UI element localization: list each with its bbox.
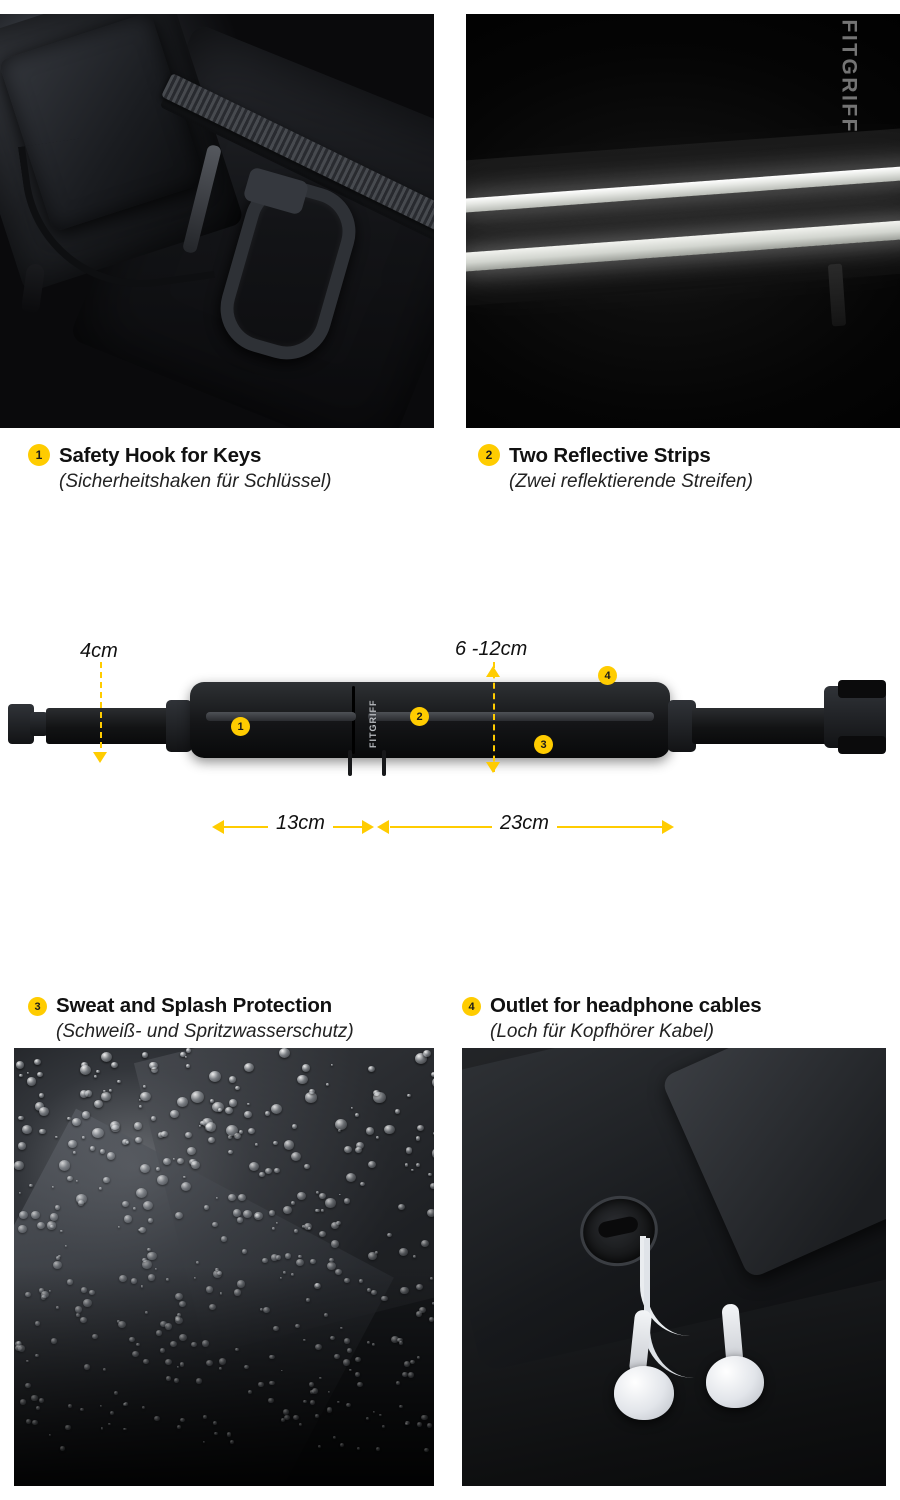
zipper-pull-1	[348, 750, 352, 776]
water-droplet	[303, 1400, 307, 1403]
left-strap	[46, 708, 186, 744]
water-droplet	[80, 1090, 88, 1097]
water-droplet	[194, 1277, 196, 1279]
diagram-callout-1	[231, 717, 250, 736]
water-droplet	[89, 1290, 95, 1295]
diagram-callout-4-label: 4	[598, 666, 617, 685]
water-droplet	[134, 1122, 142, 1129]
water-droplet	[355, 1147, 362, 1153]
earbud-right	[706, 1356, 764, 1408]
water-droplet	[175, 1316, 180, 1320]
dim-line-strap-height	[100, 662, 102, 758]
feature-subtitle-4: (Loch für Kopfhörer Kabel)	[490, 1021, 714, 1042]
water-droplet	[292, 1124, 297, 1129]
water-droplet	[19, 1074, 23, 1077]
water-droplet	[200, 1121, 204, 1125]
water-droplet	[196, 1378, 202, 1383]
dim-arrow-pocket1-right	[362, 820, 374, 834]
water-droplet	[206, 1286, 213, 1292]
water-droplet	[166, 1376, 171, 1380]
photo-safety-hook	[0, 14, 434, 428]
water-droplet	[430, 1183, 434, 1189]
water-droplet	[244, 1111, 251, 1118]
water-droplet	[327, 1407, 333, 1412]
water-droplet	[114, 1391, 118, 1395]
water-droplet	[274, 1168, 280, 1173]
water-droplet	[314, 1283, 321, 1289]
water-droplet	[94, 1075, 97, 1078]
water-droplet	[34, 1059, 41, 1065]
water-droplet	[52, 1186, 54, 1188]
caption-safety-hook	[28, 444, 448, 494]
water-droplet	[67, 1117, 71, 1120]
water-droplet	[268, 1398, 273, 1403]
water-droplet	[142, 1260, 151, 1268]
dim-arrow-strap-down	[93, 752, 107, 763]
water-droplet	[41, 1291, 49, 1298]
water-droplet	[60, 1446, 65, 1450]
water-droplet	[337, 1401, 340, 1403]
diagram-callout-4	[598, 666, 617, 685]
water-droplet	[247, 1103, 250, 1106]
diagram-callout-2-label: 2	[410, 707, 429, 726]
water-droplet	[25, 1383, 31, 1388]
water-droplet	[29, 1184, 32, 1187]
feature-title-4: Outlet for headphone cables	[490, 994, 762, 1017]
dim-label-strap-height: 4cm	[80, 640, 118, 662]
water-droplet	[110, 1411, 114, 1415]
water-droplet	[83, 1299, 92, 1307]
water-droplet	[131, 1278, 137, 1284]
water-droplet	[299, 1423, 303, 1426]
water-droplet	[379, 1414, 381, 1416]
water-droplet	[36, 1406, 40, 1410]
water-droplet	[213, 1421, 218, 1425]
water-droplet	[416, 1136, 421, 1140]
water-droplet	[76, 1180, 78, 1182]
water-droplet	[265, 1111, 270, 1116]
water-droplet	[175, 1212, 183, 1219]
water-droplet	[291, 1273, 294, 1276]
caption-headphone-outlet	[462, 994, 892, 1044]
water-droplet	[432, 1302, 434, 1305]
water-droplet	[80, 1408, 83, 1411]
water-droplet	[111, 1062, 118, 1068]
water-droplet	[405, 1163, 409, 1166]
water-droplet	[206, 1122, 216, 1131]
water-droplet	[67, 1176, 73, 1181]
water-droplet	[372, 1343, 375, 1346]
water-droplet	[269, 1210, 275, 1216]
water-droplet	[368, 1252, 377, 1260]
water-droplet	[302, 1225, 305, 1228]
water-droplet	[396, 1381, 400, 1385]
feature-title-2: Two Reflective Strips	[509, 444, 711, 467]
water-droplet	[347, 1348, 352, 1352]
water-droplet	[340, 1443, 344, 1447]
water-droplet	[237, 1280, 245, 1288]
water-droplet	[156, 1330, 162, 1335]
caption-sweat-protection	[28, 994, 458, 1044]
water-droplet	[143, 1359, 148, 1364]
water-droplet	[22, 1125, 32, 1134]
water-droplet	[238, 1194, 246, 1201]
water-droplet	[310, 1400, 315, 1405]
water-droplet	[255, 1143, 258, 1146]
feature-subtitle-3: (Schweiß- und Spritzwasserschutz)	[56, 1021, 354, 1042]
feature-title-1: Safety Hook for Keys	[59, 444, 262, 467]
water-droplet	[16, 1061, 25, 1069]
water-droplet	[406, 1147, 413, 1153]
water-droplet	[330, 1336, 335, 1340]
water-droplet	[366, 1127, 374, 1135]
water-droplet	[327, 1262, 336, 1271]
water-droplet	[50, 1213, 58, 1221]
water-droplet	[271, 1104, 282, 1114]
water-droplet	[315, 1414, 319, 1417]
dim-arrow-pocket2-right	[662, 820, 674, 834]
water-droplet	[368, 1066, 375, 1072]
water-droplet	[101, 1052, 112, 1062]
brand-logo: FITGRIFF	[837, 19, 860, 134]
water-droplet	[333, 1436, 336, 1439]
water-droplet	[154, 1416, 159, 1421]
feature-title-3: Sweat and Splash Protection	[56, 994, 332, 1017]
water-droplet	[349, 1369, 351, 1371]
water-droplet	[309, 1089, 315, 1094]
water-droplet	[161, 1131, 168, 1137]
water-droplet	[209, 1071, 222, 1082]
water-droplet	[19, 1192, 21, 1194]
water-droplet	[191, 1161, 200, 1169]
photo-water-repellent-fabric	[14, 1048, 434, 1486]
water-droplet	[101, 1092, 110, 1101]
right-strap	[692, 708, 828, 744]
water-droplet	[297, 1075, 307, 1084]
water-droplet	[180, 1418, 185, 1422]
water-droplet	[407, 1094, 411, 1097]
water-droplet	[107, 1152, 115, 1159]
feature-badge-1: 1	[28, 444, 50, 466]
water-droplet	[344, 1198, 350, 1204]
feature-subtitle-1: (Sicherheitshaken für Schlüssel)	[59, 471, 332, 492]
water-droplet	[180, 1362, 185, 1366]
water-droplet	[18, 1116, 23, 1121]
diagram-callout-1-label: 1	[231, 717, 250, 736]
water-droplet	[204, 1205, 210, 1210]
water-droplet	[324, 1313, 328, 1317]
water-droplet	[25, 1292, 31, 1297]
water-droplet	[215, 1268, 219, 1271]
water-droplet	[177, 1097, 188, 1107]
water-droplet	[202, 1340, 209, 1347]
water-droplet	[145, 1311, 148, 1314]
dim-label-pouch-height: 6 -12cm	[455, 638, 528, 660]
water-droplet	[399, 1248, 408, 1256]
water-droplet	[55, 1205, 60, 1209]
diagram-callout-3	[534, 735, 553, 754]
caption-reflective-strips	[478, 444, 898, 494]
water-droplet	[259, 1172, 265, 1177]
earbud-left	[614, 1366, 674, 1420]
dim-line-pouch-height	[493, 662, 495, 772]
dim-label-pocket2: 23cm	[492, 812, 557, 835]
water-droplet	[165, 1359, 172, 1365]
water-droplet	[303, 1339, 305, 1341]
water-droplet	[82, 1111, 90, 1119]
water-droplet	[229, 1099, 237, 1106]
water-droplet	[49, 1290, 51, 1292]
water-droplet	[359, 1279, 363, 1283]
water-droplet	[220, 1292, 222, 1294]
water-droplet	[166, 1278, 168, 1280]
water-droplet	[65, 1425, 70, 1430]
water-droplet	[305, 1092, 316, 1102]
water-droplet	[315, 1344, 322, 1350]
water-droplet	[185, 1132, 192, 1138]
feature-badge-2: 2	[478, 444, 500, 466]
water-droplet	[136, 1188, 147, 1198]
water-droplet	[177, 1425, 182, 1429]
water-droplet	[123, 1403, 125, 1405]
water-droplet	[417, 1356, 420, 1359]
water-droplet	[75, 1306, 82, 1312]
right-buckle-prong-bottom	[838, 736, 886, 754]
water-droplet	[417, 1125, 424, 1131]
feature-badge-4: 4	[462, 997, 481, 1016]
photo-headphone-outlet	[462, 1048, 886, 1486]
water-droplet	[306, 1298, 310, 1301]
water-droplet	[269, 1355, 274, 1360]
water-droplet	[404, 1361, 410, 1367]
pouch-brand-logo: FITGRIFF	[368, 699, 378, 748]
water-droplet	[55, 1136, 58, 1138]
photo-reflective-strips	[466, 14, 900, 428]
water-droplet	[433, 1132, 434, 1136]
water-droplet	[82, 1136, 85, 1138]
water-droplet	[124, 1215, 132, 1222]
water-droplet	[37, 1072, 43, 1077]
right-buckle-prong-top	[838, 680, 886, 698]
water-droplet	[233, 1209, 241, 1216]
water-droplet	[397, 1338, 402, 1343]
water-droplet	[408, 1372, 414, 1378]
water-droplet	[73, 1151, 76, 1154]
water-droplet	[142, 1052, 148, 1058]
water-droplet	[355, 1113, 360, 1117]
water-droplet	[265, 1168, 272, 1174]
water-droplet	[262, 1258, 267, 1263]
water-droplet	[32, 1420, 38, 1425]
water-droplet	[31, 1211, 40, 1219]
zipper-pocket-1	[206, 712, 356, 721]
water-droplet	[135, 1137, 142, 1143]
water-droplet	[20, 1399, 26, 1405]
water-droplet	[143, 1085, 146, 1088]
water-droplet	[147, 1248, 151, 1252]
water-droplet	[427, 1209, 434, 1217]
water-droplet	[319, 1193, 325, 1199]
water-droplet	[177, 1366, 179, 1368]
water-droplet	[318, 1445, 321, 1448]
water-droplet	[229, 1076, 237, 1083]
water-droplet	[139, 1227, 146, 1233]
water-droplet	[18, 1142, 27, 1150]
water-droplet	[427, 1423, 433, 1428]
water-droplet	[27, 1077, 37, 1086]
belt-dimension-diagram	[0, 600, 900, 900]
water-droplet	[100, 1405, 102, 1407]
water-droplet	[139, 1105, 142, 1108]
water-droplet	[191, 1091, 204, 1103]
water-droplet	[331, 1240, 339, 1248]
water-droplet	[254, 1212, 263, 1220]
water-droplet	[321, 1209, 324, 1211]
feature-badge-3: 3	[28, 997, 47, 1016]
water-droplet	[430, 1277, 433, 1280]
water-droplet	[221, 1236, 227, 1241]
water-droplet	[35, 1354, 39, 1357]
water-droplet	[368, 1161, 376, 1168]
water-droplet	[142, 1258, 147, 1262]
water-droplet	[237, 1217, 243, 1222]
water-droplet	[181, 1182, 191, 1191]
water-droplet	[343, 1359, 350, 1365]
water-droplet	[228, 1150, 233, 1154]
water-droplet	[360, 1182, 365, 1186]
dim-arrow-pocket2-left	[377, 820, 389, 834]
water-droplet	[149, 1062, 157, 1070]
water-droplet	[186, 1048, 191, 1052]
water-droplet	[382, 1425, 385, 1428]
water-droplet	[203, 1415, 207, 1418]
water-droplet	[47, 1221, 56, 1229]
water-droplet	[18, 1225, 27, 1233]
water-droplet	[179, 1301, 186, 1307]
water-droplet	[429, 1317, 434, 1322]
dim-arrow-pouch-up	[486, 666, 500, 677]
water-droplet	[315, 1209, 319, 1213]
water-droplet	[411, 1169, 413, 1171]
water-droplet	[68, 1404, 72, 1408]
water-droplet	[227, 1432, 232, 1436]
water-droplet	[136, 1343, 140, 1347]
water-droplet	[173, 1158, 175, 1160]
water-droplet	[296, 1259, 304, 1266]
dim-arrow-pouch-down	[486, 762, 500, 773]
dim-label-pocket1: 13cm	[268, 812, 333, 835]
water-droplet	[219, 1367, 222, 1370]
water-droplet	[373, 1090, 380, 1096]
water-droplet	[384, 1125, 395, 1135]
water-droplet	[228, 1194, 236, 1201]
water-droplet	[31, 1395, 37, 1400]
water-droplet	[234, 1289, 241, 1296]
water-droplet	[160, 1348, 165, 1353]
water-droplet	[340, 1327, 342, 1329]
water-droplet	[147, 1252, 157, 1261]
water-droplet	[80, 1317, 87, 1323]
shadow-overlay	[14, 1266, 434, 1486]
water-droplet	[142, 1406, 145, 1409]
water-droplet	[325, 1198, 335, 1207]
water-droplet	[51, 1338, 57, 1344]
water-droplet	[416, 1311, 422, 1317]
water-droplet	[209, 1304, 216, 1311]
water-droplet	[283, 1409, 289, 1414]
water-droplet	[76, 1313, 80, 1316]
dim-arrow-pocket1-left	[212, 820, 224, 834]
water-droplet	[56, 1306, 59, 1309]
zipper-pull-2	[382, 750, 386, 776]
water-droplet	[334, 1354, 339, 1359]
diagram-callout-2	[410, 707, 429, 726]
water-droplet	[283, 1271, 285, 1273]
water-droplet	[272, 1227, 275, 1230]
water-droplet	[376, 1136, 379, 1139]
water-droplet	[269, 1381, 274, 1386]
water-droplet	[297, 1192, 306, 1200]
water-droplet	[273, 1326, 279, 1331]
water-droplet	[312, 1388, 318, 1393]
water-droplet	[39, 1398, 44, 1403]
water-droplet	[37, 1222, 45, 1229]
water-droplet	[84, 1364, 90, 1369]
water-droplet	[410, 1360, 415, 1364]
water-droplet	[219, 1358, 226, 1364]
diagram-callout-3-label: 3	[534, 735, 553, 754]
feature-subtitle-2: (Zwei reflektierende Streifen)	[509, 471, 753, 492]
water-droplet	[103, 1177, 109, 1183]
water-droplet	[431, 1072, 434, 1078]
water-droplet	[310, 1259, 315, 1264]
water-droplet	[14, 1161, 23, 1170]
water-droplet	[367, 1341, 370, 1344]
water-droplet	[118, 1321, 126, 1328]
water-droplet	[118, 1226, 121, 1228]
left-adjuster	[166, 700, 192, 752]
water-droplet	[308, 1227, 311, 1230]
water-droplet	[179, 1334, 186, 1341]
water-droplet	[258, 1382, 263, 1387]
water-droplet	[170, 1341, 177, 1347]
water-droplet	[421, 1415, 427, 1421]
water-droplet	[285, 1253, 291, 1258]
